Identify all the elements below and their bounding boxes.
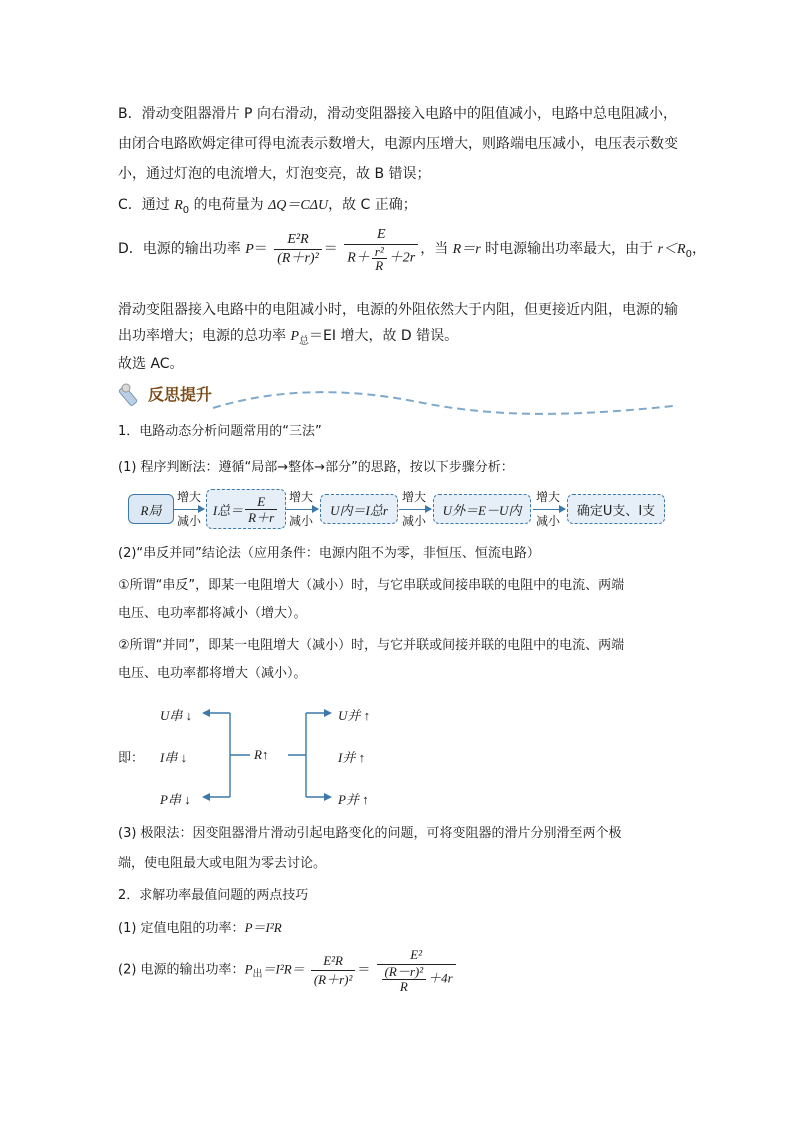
p-parallel bbox=[338, 789, 369, 808]
method-heading-1: 1．电路动态分析问题常用的“三法” bbox=[118, 424, 322, 439]
p-total-subscript: 总 bbox=[299, 335, 310, 347]
p-total-symbol: P bbox=[290, 329, 300, 344]
fraction-2-numerator: E bbox=[344, 226, 418, 245]
flow-arrow3-down-label: 减小 bbox=[401, 514, 426, 528]
power-tip-2-eq: ＝I²R＝ bbox=[262, 961, 305, 977]
u-parallel-label: U并 bbox=[338, 708, 361, 723]
down-arrow-icon: ↓ bbox=[184, 792, 191, 807]
option-d-end: ， bbox=[691, 241, 706, 257]
method-2b-line1: ②所谓“并同”，即某一电阻增大（减小）时，与它并联或间接并联的电阻中的电流、两端 bbox=[118, 638, 625, 653]
option-d-line1: D．电源的输出功率 P＝ $\frac{\text{E²R}}{\text{(R＋r)²}}$ ＝ E R＋ $\frac{\text{r²}}{R}$ ＋2r ，当 R＝r 时电源输出功率最大，由于 $r<R_0$， bbox=[118, 227, 706, 273]
i-series bbox=[160, 747, 187, 766]
i-parallel-label: I并 bbox=[338, 750, 356, 765]
option-d-suffix-a: ，当 bbox=[420, 241, 453, 257]
ji-label: 即： bbox=[118, 751, 145, 766]
flow-arrow4-up-label: 增大 bbox=[535, 490, 560, 504]
cond2-subscript: 0 bbox=[685, 248, 692, 260]
frac2-den-c: ＋2r bbox=[388, 250, 416, 266]
flow-arrow2-down-label: 减小 bbox=[288, 514, 313, 528]
flow-arrow3-up-label: 增大 bbox=[401, 490, 426, 504]
flow-box4-text: U外＝E－U内 bbox=[442, 502, 522, 518]
i-parallel bbox=[338, 747, 365, 766]
flow-arrow1-down-label: 减小 bbox=[176, 514, 201, 528]
up-arrow-icon: ↑ bbox=[363, 708, 371, 723]
p-series bbox=[160, 789, 191, 808]
option-b-line1: B．滑动变阻器滑片 P 向右滑动，滑动变阻器接入电路中的阻值减小，电路中总电阻减小， bbox=[118, 106, 677, 122]
fraction-1-numerator: E²R bbox=[274, 231, 322, 250]
down-arrow-icon: ↓ bbox=[180, 750, 188, 765]
p2-equals: ＝ bbox=[357, 962, 371, 978]
p2-f2-num: E² bbox=[377, 946, 456, 965]
d-line3-b: ＝EI 增大，故 D 错误。 bbox=[309, 328, 459, 344]
p2-nested-den: R bbox=[399, 979, 408, 994]
method-2a-line2: 电压、电功率都将减小（增大）。 bbox=[118, 606, 307, 621]
power-tip-1-label: (1) 定值电阻的功率： bbox=[118, 921, 245, 936]
p-out-symbol: P bbox=[244, 961, 253, 977]
power-tip-2-fraction-1 bbox=[311, 952, 356, 989]
method-2: (2)“串反并同”结论法（应用条件：电源内阻不为零，非恒压、恒流电路） bbox=[118, 546, 540, 561]
up-arrow-icon: ↑ bbox=[358, 750, 366, 765]
option-b-line3: 小，通过灯泡的电流增大，灯泡变亮，故 B 错误； bbox=[118, 166, 431, 182]
power-tip-2-fraction-2 bbox=[377, 946, 456, 994]
p2-f1-den: (R＋r)² bbox=[313, 971, 353, 987]
equals-sign: ＝ bbox=[253, 241, 268, 257]
r-center bbox=[254, 747, 268, 763]
flow-arrow4-down-label: 减小 bbox=[535, 514, 560, 528]
method-heading-2: 2．求解功率最值问题的两点技巧 bbox=[118, 888, 309, 903]
up-arrow-icon: ↑ bbox=[362, 792, 369, 807]
condition-r-less: r＜R bbox=[657, 242, 686, 257]
condition-r-equals-r: R＝r bbox=[452, 242, 481, 257]
u-parallel bbox=[338, 705, 370, 724]
method-2a-line1: ①所谓“串反”，即某一电阻增大（减小）时，与它串联或间接串联的电阻中的电流、两端 bbox=[118, 578, 625, 593]
power-tip-1 bbox=[118, 918, 282, 939]
p-parallel-label: P并 bbox=[338, 792, 359, 807]
fraction-1-denominator: (R＋r)² bbox=[277, 250, 319, 266]
p2-f2-den bbox=[377, 965, 456, 994]
flow-box2-num: E bbox=[245, 494, 277, 510]
p-symbol: P bbox=[245, 242, 254, 257]
frac2-den-a: R＋ bbox=[347, 250, 370, 266]
p-series-label: P串 bbox=[160, 792, 181, 807]
u-series bbox=[160, 705, 192, 724]
option-c-mid: 的电荷量为 bbox=[189, 197, 269, 213]
nested-den: R bbox=[375, 258, 384, 273]
option-d-line2: 滑动变阻器接入电路中的电阻减小时，电源的外阻依然大于内阻，但更接近内阻，电源的输 bbox=[118, 302, 678, 318]
flow-box2-left: I总＝ bbox=[212, 502, 244, 518]
p2-f1-num: E²R bbox=[311, 952, 356, 971]
power-tip-1-formula: P＝I²R bbox=[244, 920, 282, 935]
p2-f2-den-tail: ＋4r bbox=[428, 970, 453, 986]
i-series-label: I串 bbox=[160, 750, 178, 765]
u-series-label: U串 bbox=[160, 708, 183, 723]
flow-box5-text: 确定U支、I支 bbox=[576, 503, 656, 519]
method-3-line2: 端，使电阻最大或电阻为零去讨论。 bbox=[118, 856, 327, 871]
p-out-subscript: 出 bbox=[252, 969, 263, 981]
option-b-line2: 由闭合电路欧姆定律可得电流表示数增大，电源内压增大，则路端电压减小，电压表示数变 bbox=[118, 136, 678, 152]
option-d-suffix-b: 时电源输出功率最大，由于 bbox=[480, 241, 658, 257]
r-center-label: R bbox=[254, 747, 262, 762]
down-arrow-icon: ↓ bbox=[185, 708, 193, 723]
r0-subscript: 0 bbox=[182, 204, 190, 216]
flow-box2-den: R＋r bbox=[248, 509, 275, 525]
up-arrow-icon: ↑ bbox=[261, 747, 269, 762]
flow-arrow2-up-label: 增大 bbox=[288, 490, 313, 504]
r0-symbol: R bbox=[174, 198, 183, 213]
section-title: 反思提升 bbox=[148, 385, 213, 404]
power-tip-2 bbox=[118, 946, 458, 994]
flow-box1-text: R局 bbox=[140, 502, 162, 518]
p2-nested-fraction bbox=[382, 965, 427, 994]
option-d-prefix: D．电源的输出功率 bbox=[118, 241, 246, 257]
p2-nested-num: (R－r)² bbox=[382, 965, 427, 980]
answer-line: 故选 AC。 bbox=[118, 356, 184, 372]
flow-box3-text: U内＝I总r bbox=[330, 502, 388, 518]
flow-arrow1-up-label: 增大 bbox=[176, 490, 201, 504]
option-c-suffix: ，故 C 正确； bbox=[328, 197, 417, 213]
method-1: (1) 程序判断法：遵循“局部→整体→部分”的思路，按以下步骤分析： bbox=[118, 460, 514, 475]
power-tip-2-label: (2) 电源的输出功率： bbox=[118, 962, 245, 978]
nested-num: r² bbox=[372, 245, 387, 259]
d-line3-a: 出功率增大；电源的总功率 bbox=[118, 328, 291, 344]
option-c-prefix: C．通过 bbox=[118, 197, 175, 213]
charge-formula: ΔQ＝CΔU bbox=[268, 198, 329, 213]
method-2b-line2: 电压、电功率都将增大（减小）。 bbox=[118, 666, 307, 681]
method-3-line1: (3) 极限法：因变阻器滑片滑动引起电路变化的问题，可将变阻器的滑片分别滑至两个极 bbox=[118, 826, 622, 841]
